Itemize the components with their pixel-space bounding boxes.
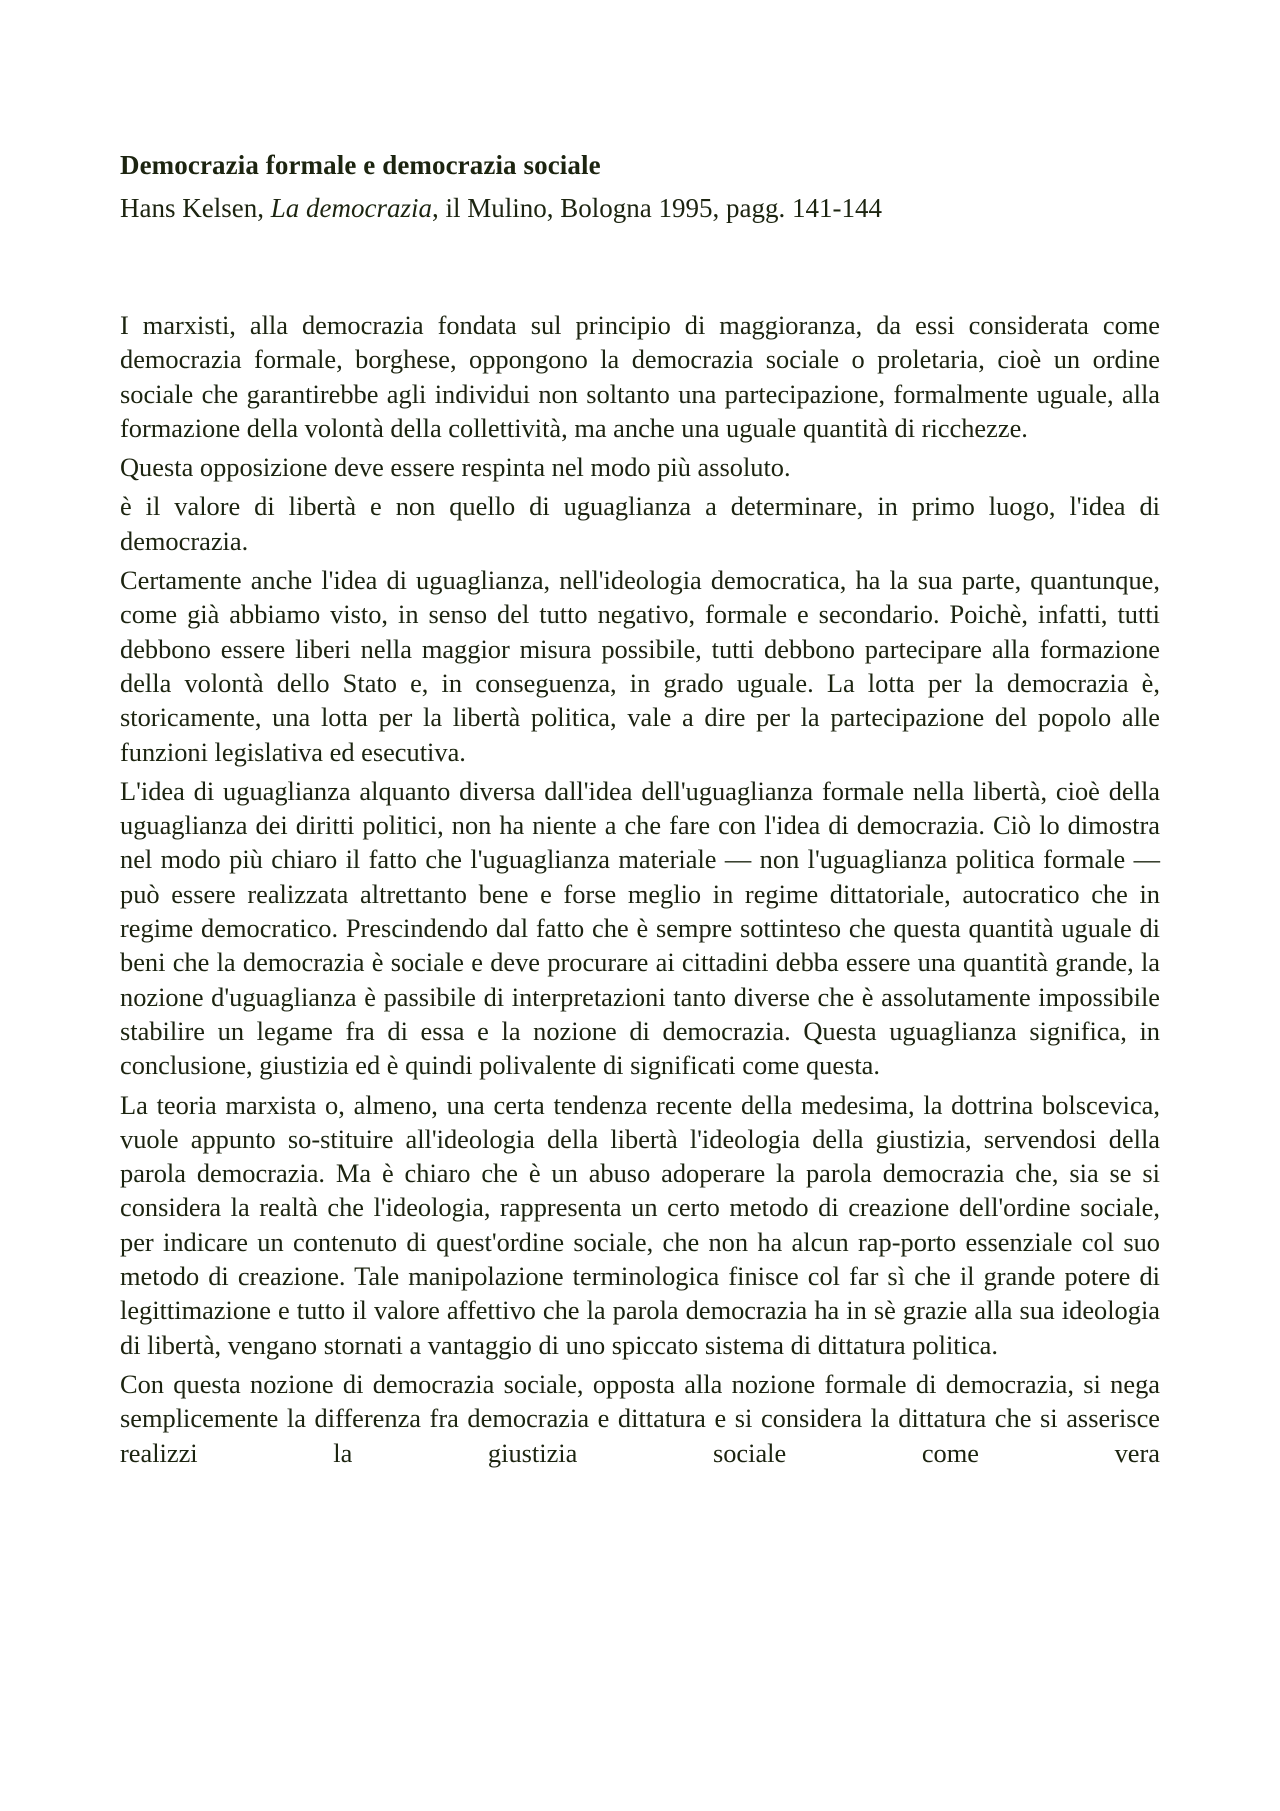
source-publication-details: , il Mulino, Bologna 1995, pagg. 141-144 — [431, 193, 882, 223]
document-title: Democrazia formale e democrazia sociale — [120, 150, 601, 180]
paragraph-3: è il valore di libertà e non quello di uguaglianza a determinare, in primo luogo, l'idea di democrazia. — [120, 491, 1160, 556]
paragraph-7: Con questa nozione di democrazia sociale, opposta alla nozione formale di democrazia, si nega semplicemente la differenza fra democrazia e dittatura e si considera la dittatura che si asserisce realizzi la giustizia sociale come vera — [120, 1368, 1160, 1468]
paragraph-1: I marxisti, alla democrazia fondata sul principio di maggioranza, da essi considerata come democrazia formale, borghese, oppongono la democrazia sociale o proletaria, cioè un ordine sociale che garantirebbe agli individui non soltanto una partecipazione, formalmente uguale, alla formazione della volontà della collettività, ma anche una uguale quantità di ricchezze. — [120, 310, 1160, 443]
paragraph-4: Certamente anche l'idea di uguaglianza, nell'ideologia democratica, ha la sua parte, quantunque, come già abbiamo visto, in senso del tutto negativo, formale e secondario. Poichè, infatti, tutti debbono essere liberi nella maggior misura possibile, tutti debbono partecipare alla formazione della volontà dello Stato e, in conseguenza, in grado uguale. La lotta per la democrazia è, storicamente, una lotta per la libertà politica, vale a dire per la partecipazione del popolo alle funzioni legislativa ed esecutiva. — [120, 565, 1160, 767]
paragraph-2: Questa opposizione deve essere respinta nel modo più assoluto. — [120, 452, 791, 483]
source-citation — [120, 193, 882, 224]
paragraph-5: L'idea di uguaglianza alquanto diversa dall'idea dell'uguaglianza formale nella libertà, cioè della uguaglianza dei diritti politici, non ha niente a che fare con l'idea di democrazia. Ciò lo dimostra nel modo più chiaro il fatto che l'uguaglianza materiale — non l'uguaglianza politica formale — può essere realizzata altrettanto bene e forse meglio in regime dittatoriale, autocratico che in regime democratico. Prescindendo dal fatto che è sempre sottinteso che questa quantità uguale di beni che la democrazia è sociale e deve procurare ai cittadini debba essere una quantità grande, la nozione d'uguaglianza è passibile di interpretazioni tanto diverse che è assolutamente impossibile stabilire un legame fra di essa e la nozione di democrazia. Questa uguaglianza significa, in conclusione, giustizia ed è quindi polivalente di significati come questa. — [120, 775, 1160, 1081]
document-body — [120, 308, 1160, 1475]
source-work-title: La democrazia — [270, 193, 432, 223]
source-author: Hans Kelsen, — [120, 193, 271, 223]
paragraph-6: La teoria marxista o, almeno, una certa tendenza recente della medesima, la dottrina bolscevica, vuole appunto so-stituire all'ideologia della libertà l'ideologia della giustizia, servendosi della parola democrazia. Ma è chiaro che è un abuso adoperare la parola democrazia che, sia se si considera la realtà che l'ideologia, rappresenta un certo metodo di creazione dell'ordine sociale, per indicare un contenuto di quest'ordine sociale, che non ha alcun rap-porto essenziale col suo metodo di creazione. Tale manipolazione terminologica finisce col far sì che il grande potere di legittimazione e tutto il valore affettivo che la parola democrazia ha in sè grazie alla sua ideologia di libertà, vengano stornati a vantaggio di uno spiccato sistema di dittatura politica. — [120, 1089, 1160, 1360]
